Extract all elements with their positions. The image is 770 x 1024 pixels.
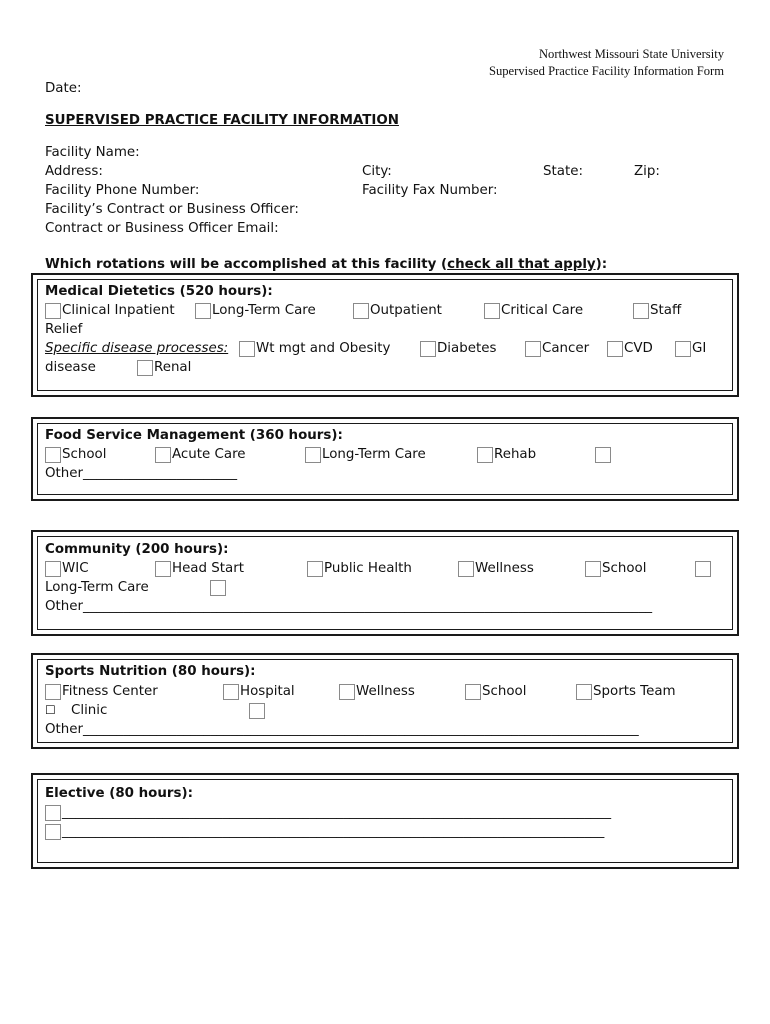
elective-2-checkbox[interactable] (45, 824, 61, 840)
community-wellness-checkbox[interactable] (458, 561, 474, 577)
elective-1-line[interactable]: __________________________________________________________________________________ (62, 805, 612, 820)
community-other-checkbox[interactable] (210, 580, 226, 596)
rehab-checkbox[interactable] (477, 447, 493, 463)
head-start-checkbox[interactable] (155, 561, 171, 577)
community-other-line[interactable]: Other_____________________________________________________________________________________ (45, 599, 653, 614)
community-wellness-label: Wellness (475, 561, 534, 576)
sports-other-line[interactable]: Other___________________________________________________________________________________ (45, 722, 639, 737)
city-label: City: (362, 164, 392, 179)
gi-disease-checkbox[interactable] (675, 341, 691, 357)
clinic-checkbox-glyph[interactable]: ☐ (45, 703, 56, 717)
wic-checkbox[interactable] (45, 561, 61, 577)
rotations-question-prefix: Which rotations will be accomplished at this facility ( (45, 257, 448, 272)
sports-school-checkbox[interactable] (465, 684, 481, 700)
form-title: Supervised Practice Facility Information Form (488, 64, 724, 78)
wt-mgt-label: Wt mgt and Obesity (256, 341, 391, 356)
critical-care-label: Critical Care (501, 303, 584, 318)
food-other-checkbox[interactable] (595, 447, 611, 463)
food-school-label: School (62, 447, 107, 462)
rotations-question-emphasis: check all that apply (447, 257, 596, 272)
sports-wellness-label: Wellness (356, 684, 415, 699)
clinical-inpatient-label: Clinical Inpatient (62, 303, 175, 318)
state-label: State: (543, 164, 583, 179)
community-school-label: School (602, 561, 647, 576)
gi-label: GI (692, 341, 707, 356)
officer-email-label: Contract or Business Officer Email: (45, 221, 279, 236)
clinic-label: Clinic (71, 703, 108, 718)
elective-1-checkbox[interactable] (45, 805, 61, 821)
hospital-checkbox[interactable] (223, 684, 239, 700)
outpatient-checkbox[interactable] (353, 303, 369, 319)
diabetes-label: Diabetes (437, 341, 497, 356)
disease-processes-label: Specific disease processes: (45, 341, 229, 356)
rotations-question-suffix: ): (595, 257, 608, 272)
cancer-checkbox[interactable] (525, 341, 541, 357)
food-school-checkbox[interactable] (45, 447, 61, 463)
food-long-term-care-checkbox[interactable] (305, 447, 321, 463)
cancer-label: Cancer (542, 341, 590, 356)
fax-label: Facility Fax Number: (362, 183, 498, 198)
relief-label: Relief (45, 322, 83, 337)
phone-label: Facility Phone Number: (45, 183, 200, 198)
hospital-label: Hospital (240, 684, 295, 699)
acute-care-label: Acute Care (172, 447, 246, 462)
university-name: Northwest Missouri State University (538, 47, 724, 61)
renal-label: Renal (154, 360, 192, 375)
medical-long-term-care-checkbox[interactable] (195, 303, 211, 319)
community-long-term-care-label: Long-Term Care (45, 580, 149, 595)
fitness-center-checkbox[interactable] (45, 684, 61, 700)
public-health-checkbox[interactable] (307, 561, 323, 577)
fitness-center-label: Fitness Center (62, 684, 158, 699)
staff-label: Staff (650, 303, 682, 318)
wt-mgt-checkbox[interactable] (239, 341, 255, 357)
head-start-label: Head Start (172, 561, 244, 576)
sports-team-label: Sports Team (593, 684, 676, 699)
elective-title: Elective (80 hours): (45, 786, 193, 801)
community-title: Community (200 hours): (45, 542, 229, 557)
diabetes-checkbox[interactable] (420, 341, 436, 357)
renal-checkbox[interactable] (137, 360, 153, 376)
food-title: Food Service Management (360 hours): (45, 428, 343, 443)
section-title: SUPERVISED PRACTICE FACILITY INFORMATION (45, 113, 399, 128)
community-long-term-care-checkbox[interactable] (695, 561, 711, 577)
officer-label: Facility’s Contract or Business Officer: (45, 202, 299, 217)
community-school-checkbox[interactable] (585, 561, 601, 577)
food-other-line[interactable]: Other_______________________ (45, 466, 238, 481)
medical-long-term-care-label: Long-Term Care (212, 303, 316, 318)
address-label: Address: (45, 164, 103, 179)
date-label: Date: (45, 81, 82, 96)
acute-care-checkbox[interactable] (155, 447, 171, 463)
clinical-inpatient-checkbox[interactable] (45, 303, 61, 319)
facility-name-label: Facility Name: (45, 145, 140, 160)
outpatient-label: Outpatient (370, 303, 442, 318)
medical-title: Medical Dietetics (520 hours): (45, 284, 273, 299)
disease-label: disease (45, 360, 96, 375)
food-long-term-care-label: Long-Term Care (322, 447, 426, 462)
sports-wellness-checkbox[interactable] (339, 684, 355, 700)
staff-relief-checkbox[interactable] (633, 303, 649, 319)
sports-team-checkbox[interactable] (576, 684, 592, 700)
rotations-question (45, 257, 607, 272)
zip-label: Zip: (634, 164, 660, 179)
wic-label: WIC (62, 561, 89, 576)
cvd-label: CVD (624, 341, 653, 356)
elective-2-line[interactable]: _________________________________________________________________________________ (62, 824, 605, 839)
critical-care-checkbox[interactable] (484, 303, 500, 319)
cvd-checkbox[interactable] (607, 341, 623, 357)
sports-title: Sports Nutrition (80 hours): (45, 664, 256, 679)
rehab-label: Rehab (494, 447, 537, 462)
sports-other-checkbox[interactable] (249, 703, 265, 719)
public-health-label: Public Health (324, 561, 412, 576)
sports-school-label: School (482, 684, 527, 699)
